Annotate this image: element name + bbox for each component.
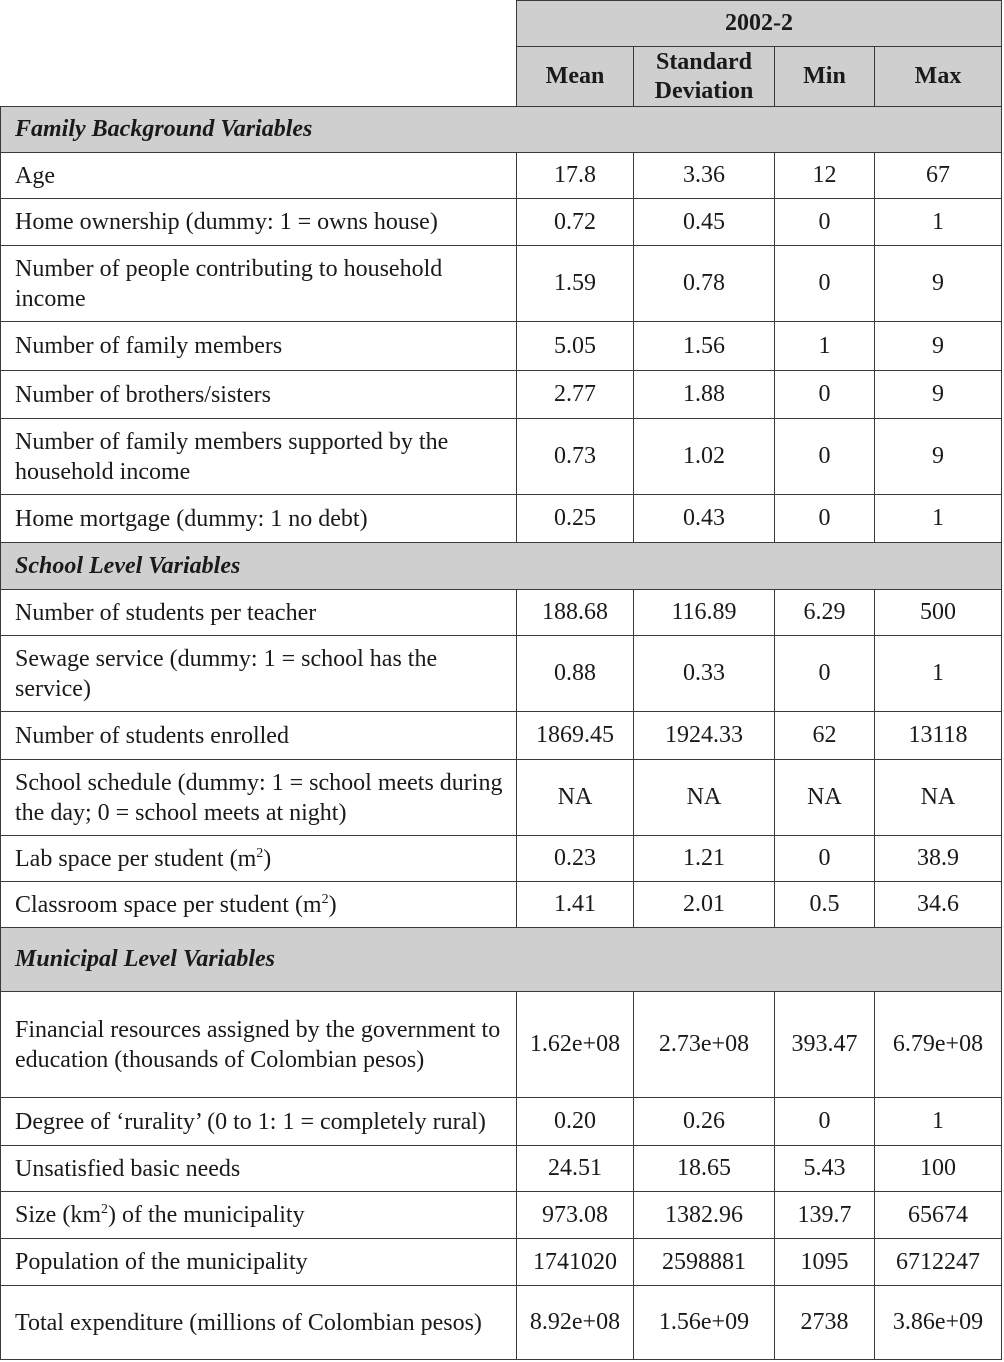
table-row bbox=[1, 419, 1002, 495]
cell-mean: 1741020 bbox=[517, 1239, 634, 1286]
row-label: Home mortgage (dummy: 1 no debt) bbox=[1, 495, 517, 543]
cell-sd: 1.56 bbox=[634, 322, 775, 371]
column-header-max: Max bbox=[875, 47, 1002, 107]
cell-sd: 2598881 bbox=[634, 1239, 775, 1286]
cell-min: 12 bbox=[775, 153, 875, 199]
cell-max: 6712247 bbox=[875, 1239, 1002, 1286]
cell-min: 2738 bbox=[775, 1286, 875, 1360]
cell-max: 6.79e+08 bbox=[875, 992, 1002, 1098]
cell-max: 9 bbox=[875, 322, 1002, 371]
table-row bbox=[1, 1239, 1002, 1286]
label-text: Size (km bbox=[15, 1202, 101, 1228]
cell-mean: 1869.45 bbox=[517, 712, 634, 760]
cell-sd: 3.36 bbox=[634, 153, 775, 199]
cell-sd: 1.56e+09 bbox=[634, 1286, 775, 1360]
cell-mean: 188.68 bbox=[517, 590, 634, 636]
section-title-school-level: School Level Variables bbox=[1, 543, 1002, 590]
cell-max: 65674 bbox=[875, 1192, 1002, 1239]
cell-min: 0 bbox=[775, 419, 875, 495]
row-label bbox=[1, 836, 517, 882]
cell-sd: 1924.33 bbox=[634, 712, 775, 760]
cell-mean: 0.20 bbox=[517, 1098, 634, 1146]
cell-min: 0 bbox=[775, 246, 875, 322]
column-header-min: Min bbox=[775, 47, 875, 107]
cell-max: 9 bbox=[875, 419, 1002, 495]
table-row bbox=[1, 1146, 1002, 1192]
section-title-family-background: Family Background Variables bbox=[1, 107, 1002, 153]
cell-max: 100 bbox=[875, 1146, 1002, 1192]
row-label: Age bbox=[1, 153, 517, 199]
table-row bbox=[1, 153, 1002, 199]
superscript: 2 bbox=[321, 891, 329, 907]
cell-max: 13118 bbox=[875, 712, 1002, 760]
table-row bbox=[1, 322, 1002, 371]
cell-max: NA bbox=[875, 760, 1002, 836]
cell-sd: 1382.96 bbox=[634, 1192, 775, 1239]
cell-min: 139.7 bbox=[775, 1192, 875, 1239]
cell-mean: 2.77 bbox=[517, 371, 634, 419]
row-label bbox=[1, 1192, 517, 1239]
row-label: Number of family members supported by the household income bbox=[1, 419, 517, 495]
cell-max: 9 bbox=[875, 371, 1002, 419]
cell-mean: 0.73 bbox=[517, 419, 634, 495]
row-label: Financial resources assigned by the government to education (thousands of Colombian pesos) bbox=[1, 992, 517, 1098]
cell-mean: 1.62e+08 bbox=[517, 992, 634, 1098]
table-row bbox=[1, 246, 1002, 322]
cell-max: 3.86e+09 bbox=[875, 1286, 1002, 1360]
superscript: 2 bbox=[100, 1202, 108, 1217]
table-row bbox=[1, 760, 1002, 836]
row-label: Degree of ‘rurality’ (0 to 1: 1 = completely rural) bbox=[1, 1098, 517, 1146]
row-label: Number of brothers/sisters bbox=[1, 371, 517, 419]
cell-mean: NA bbox=[517, 760, 634, 836]
row-label bbox=[1, 882, 517, 928]
section-title-municipal-level: Municipal Level Variables bbox=[1, 928, 1002, 992]
label-text-end: ) bbox=[328, 891, 337, 918]
cell-sd: 1.88 bbox=[634, 371, 775, 419]
cell-sd: 2.73e+08 bbox=[634, 992, 775, 1098]
label-text-end: ) of the municipality bbox=[107, 1202, 305, 1228]
cell-mean: 0.72 bbox=[517, 199, 634, 246]
cell-min: 0 bbox=[775, 836, 875, 882]
cell-max: 9 bbox=[875, 246, 1002, 322]
label-text-end: ) bbox=[263, 845, 272, 872]
cell-min: 393.47 bbox=[775, 992, 875, 1098]
cell-sd: 1.21 bbox=[634, 836, 775, 882]
cell-min: 6.29 bbox=[775, 590, 875, 636]
cell-mean: 0.25 bbox=[517, 495, 634, 543]
table-row bbox=[1, 590, 1002, 636]
cell-max: 500 bbox=[875, 590, 1002, 636]
cell-mean: 8.92e+08 bbox=[517, 1286, 634, 1360]
row-label: Number of students per teacher bbox=[1, 590, 517, 636]
cell-max: 1 bbox=[875, 636, 1002, 712]
table-row bbox=[1, 882, 1002, 928]
row-label: Sewage service (dummy: 1 = school has the service) bbox=[1, 636, 517, 712]
table-row bbox=[1, 371, 1002, 419]
cell-mean: 0.23 bbox=[517, 836, 634, 882]
cell-min: NA bbox=[775, 760, 875, 836]
row-label: Population of the municipality bbox=[1, 1239, 517, 1286]
table-row bbox=[1, 1286, 1002, 1360]
cell-sd: 0.26 bbox=[634, 1098, 775, 1146]
cell-max: 1 bbox=[875, 199, 1002, 246]
label-text: Lab space per student (m bbox=[15, 845, 257, 872]
cell-min: 0 bbox=[775, 199, 875, 246]
cell-max: 34.6 bbox=[875, 882, 1002, 928]
cell-min: 0 bbox=[775, 1098, 875, 1146]
table-row bbox=[1, 712, 1002, 760]
row-label: Home ownership (dummy: 1 = owns house) bbox=[1, 199, 517, 246]
cell-min: 1095 bbox=[775, 1239, 875, 1286]
table-row bbox=[1, 495, 1002, 543]
label-text: Classroom space per student (m bbox=[15, 891, 322, 918]
cell-sd: NA bbox=[634, 760, 775, 836]
row-label: Unsatisfied basic needs bbox=[1, 1146, 517, 1192]
cell-sd: 2.01 bbox=[634, 882, 775, 928]
cell-min: 0 bbox=[775, 636, 875, 712]
period-header: 2002-2 bbox=[517, 1, 1002, 47]
cell-sd: 0.33 bbox=[634, 636, 775, 712]
table-row bbox=[1, 199, 1002, 246]
row-label: Number of family members bbox=[1, 322, 517, 371]
cell-mean: 1.59 bbox=[517, 246, 634, 322]
table-row bbox=[1, 1192, 1002, 1239]
cell-sd: 18.65 bbox=[634, 1146, 775, 1192]
cell-min: 5.43 bbox=[775, 1146, 875, 1192]
table-row bbox=[1, 636, 1002, 712]
cell-mean: 17.8 bbox=[517, 153, 634, 199]
cell-min: 0 bbox=[775, 495, 875, 543]
cell-sd: 0.43 bbox=[634, 495, 775, 543]
cell-mean: 5.05 bbox=[517, 322, 634, 371]
cell-min: 1 bbox=[775, 322, 875, 371]
cell-max: 38.9 bbox=[875, 836, 1002, 882]
cell-max: 67 bbox=[875, 153, 1002, 199]
cell-max: 1 bbox=[875, 1098, 1002, 1146]
column-header-standard-deviation: Standard Deviation bbox=[634, 47, 775, 107]
row-label: Number of people contributing to household income bbox=[1, 246, 517, 322]
column-header-mean: Mean bbox=[517, 47, 634, 107]
row-label: Number of students enrolled bbox=[1, 712, 517, 760]
cell-sd: 0.78 bbox=[634, 246, 775, 322]
table-row bbox=[1, 1098, 1002, 1146]
cell-sd: 1.02 bbox=[634, 419, 775, 495]
cell-mean: 24.51 bbox=[517, 1146, 634, 1192]
table-row bbox=[1, 836, 1002, 882]
cell-mean: 1.41 bbox=[517, 882, 634, 928]
cell-min: 62 bbox=[775, 712, 875, 760]
corner-blank-cell bbox=[1, 1, 517, 107]
cell-max: 1 bbox=[875, 495, 1002, 543]
cell-mean: 973.08 bbox=[517, 1192, 634, 1239]
superscript: 2 bbox=[256, 845, 264, 861]
cell-sd: 0.45 bbox=[634, 199, 775, 246]
table-row bbox=[1, 992, 1002, 1098]
cell-sd: 116.89 bbox=[634, 590, 775, 636]
cell-min: 0.5 bbox=[775, 882, 875, 928]
row-label: Total expenditure (millions of Colombian pesos) bbox=[1, 1286, 517, 1360]
cell-min: 0 bbox=[775, 371, 875, 419]
row-label: School schedule (dummy: 1 = school meets during the day; 0 = school meets at night) bbox=[1, 760, 517, 836]
cell-mean: 0.88 bbox=[517, 636, 634, 712]
